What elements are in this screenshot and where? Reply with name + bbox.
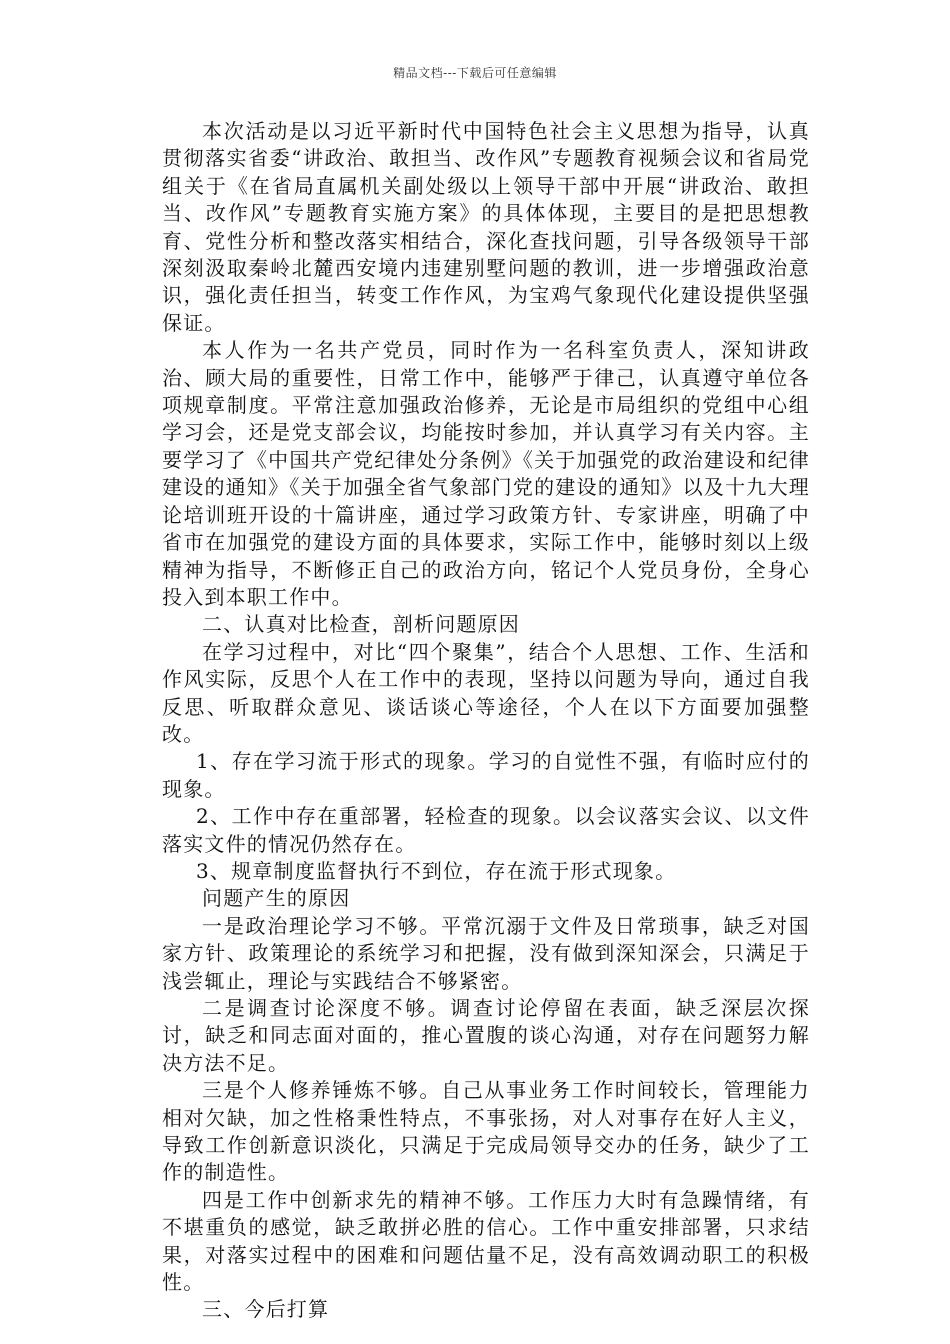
section-heading-2: 二、认真对比检查，剖析问题原因: [202, 612, 520, 637]
cause-paragraph-1: 一是政治理论学习不够。平常沉溺于文件及日常琐事，缺乏对国家方针、政策理论的系统学习和把握，没有做到深知深会，只满足于浅尝辄止，理论与实践结合不够紧密。: [162, 913, 810, 993]
document-body: [162, 118, 810, 1324]
page-header: 精品文档---下载后可任意编辑: [393, 66, 557, 80]
problem-item-2: 2、工作中存在重部署，轻检查的现象。以会议落实会议、以文件落实文件的情况仍然存在。: [162, 804, 810, 856]
paragraph-self-review: 本人作为一名共产党员，同时作为一名科室负责人，深知讲政治、顾大局的重要性，日常工作中，能够严于律己，认真遵守单位各项规章制度。平常注意加强政治修养，无论是市局组织的党组中心组学习会，还是党支部会议，均能按时参加，并认真学习有关内容。主要学习了《中国共产党纪律处分条例》《关于加强党的政治建设和纪律建设的通知》《关于加强全省气象部门党的建设的通知》以及十九大理论培训班开设的十篇讲座，通过学习政策方针、专家讲座，明确了中省市在加强党的建设方面的具体要求，实际工作中，能够时刻以上级精神为指导，不断修正自己的政治方向，铭记个人党员身份，全身心投入到本职工作中。: [162, 338, 810, 609]
cause-paragraph-2: 二是调查讨论深度不够。调查讨论停留在表面，缺乏深层次探讨，缺乏和同志面对面的，推心置腹的谈心沟通，对存在问题努力解决方法不足。: [162, 996, 810, 1075]
cause-paragraph-4: 四是工作中创新求先的精神不够。工作压力大时有急躁情绪，有不堪重负的感觉，缺乏敢拼必胜的信心。工作中重安排部署，只求结果，对落实过程中的困难和问题估量不足，没有高效调动职工的积极性。: [162, 1187, 810, 1295]
paragraph-study-process: 在学习过程中，对比“四个聚集”，结合个人思想、工作、生活和作风实际，反思个人在工作中的表现，坚持以问题为导向，通过自我反思、听取群众意见、谈话谈心等途径，个人在以下方面要加强整改。: [162, 639, 810, 746]
paragraph-intro: 本次活动是以习近平新时代中国特色社会主义思想为指导，认真贯彻落实省委“讲政治、敢担当、改作风”专题教育视频会议和省局党组关于《在省局直属机关副处级以上领导干部中开展“讲政治、敢担当、改作风”专题教育实施方案》的具体体现，主要目的是把思想教育、党性分析和整改落实相结合，深化查找问题，引导各级领导干部深刻汲取秦岭北麓西安境内违建别墅问题的教训，进一步增强政治意识，强化责任担当，转变工作作风，为宝鸡气象现代化建设提供坚强保证。: [162, 119, 810, 335]
subheading-causes: 问题产生的原因: [202, 886, 351, 911]
section-heading-3: 三、今后打算: [202, 1297, 330, 1322]
cause-paragraph-3: 三是个人修养锤炼不够。自己从事业务工作时间较长，管理能力相对欠缺，加之性格秉性特点，不事张扬，对人对事存在好人主义，导致工作创新意识淡化，只满足于完成局领导交办的任务，缺少了工作的制造性。: [162, 1078, 810, 1185]
problem-item-3: 3、规章制度监督执行不到位，存在流于形式现象。: [196, 858, 677, 883]
problem-item-1: 1、存在学习流于形式的现象。学习的自觉性不强，有临时应付的现象。: [162, 749, 810, 801]
